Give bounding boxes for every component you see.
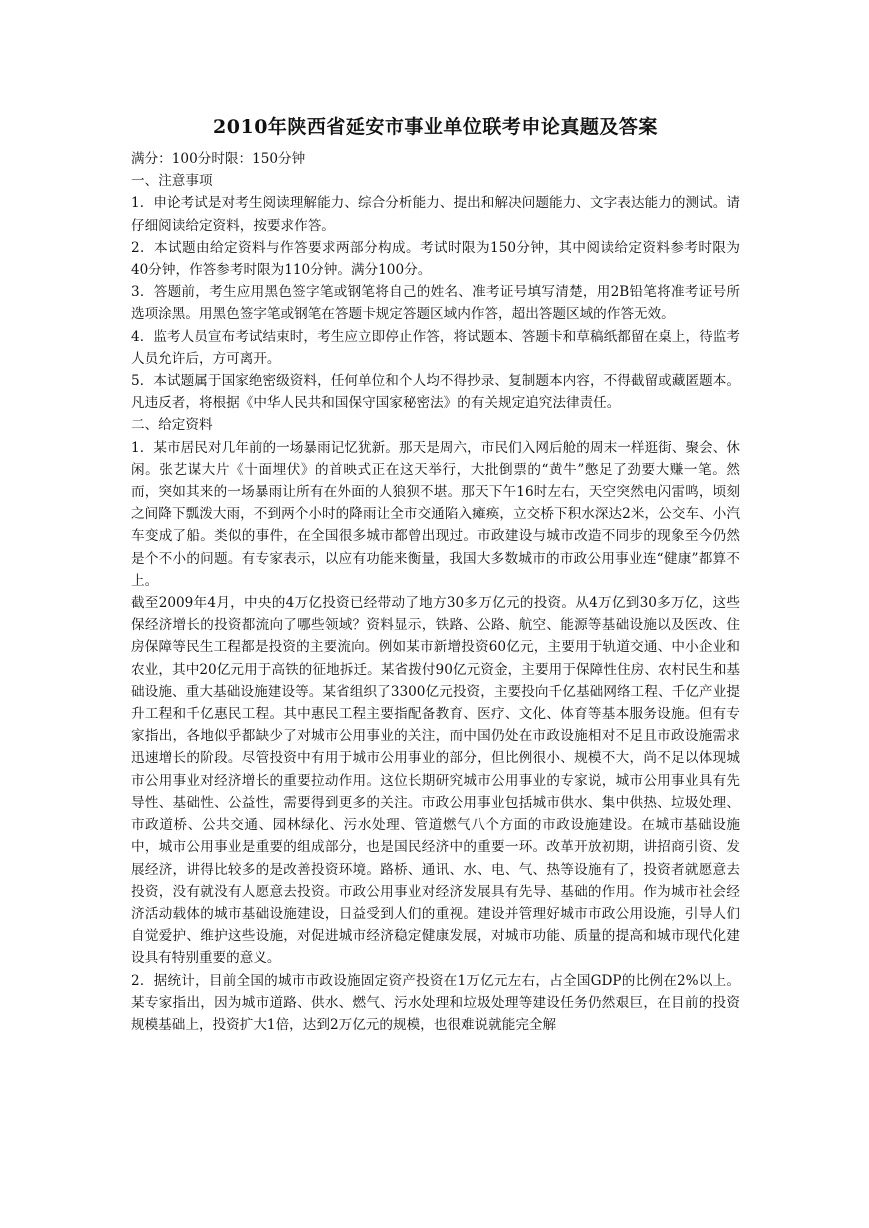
note-item-1: 1．申论考试是对考生阅读理解能力、综合分析能力、提出和解决问题能力、文字表达能力的测试。请仔细阅读给定资料，按要求作答。 [131, 195, 740, 234]
note-item-2: 2．本试题由给定资料与作答要求两部分构成。考试时限为150分钟，其中阅读给定资料参考时限为40分钟，作答参考时限为110分钟。满分100分。 [131, 239, 740, 279]
document-page [131, 112, 740, 1036]
section-heading-notes: 一、注意事项 [131, 173, 213, 190]
note-item-3: 3．答题前，考生应用黑色签字笔或钢笔将自己的姓名、准考证号填写清楚，用2B铅笔将准考证号所选项涂黑。用黑色签字笔或钢笔在答题卡规定答题区域内作答，超出答题区域的作答无效。 [131, 284, 740, 323]
material-paragraph-3: 2．据统计，目前全国的城市市政设施固定资产投资在1万亿元左右，占全国GDP的比例在2%以上。某专家指出，因为城市道路、供水、燃气、污水处理和垃圾处理等建设任务仍然艰巨，在目前的投资规模基础上，投资扩大1倍，达到2万亿元的规模，也很难说就能完全解 [131, 972, 740, 1033]
document-title: 2010年陕西省延安市事业单位联考申论真题及答案 [213, 116, 658, 138]
section-heading-materials: 二、给定资料 [131, 417, 213, 434]
material-paragraph-2: 截至2009年4月，中央的4万亿投资已经带动了地方30多万亿元的投资。从4万亿到30多万亿，这些保经济增长的投资都流向了哪些领域？资料显示，铁路、公路、航空、能源等基础设施以及医改、住房保障等民生工程都是投资的主要流向。例如某市新增投资60亿元，主要用于轨道交通、中小企业和农业，其中20亿元用于高铁的征地拆迁。某省拨付90亿元资金，主要用于保障性住房、农村民生和基础设施、重大基础设施建设等。某省组织了3300亿元投资，主要投向千亿基础网络工程、千亿产业提升工程和千亿惠民工程。其中惠民工程主要指配备教育、医疗、文化、体育等基本服务设施。但有专家指出，各地似乎都缺少了对城市公用事业的关注，而中国仍处在市政设施相对不足且市政设施需求迅速增长的阶段。尽管投资中有用于城市公用事业的部分，但比例很小、规模不大，尚不足以体现城市公用事业对经济增长的重要拉动作用。这位长期研究城市公用事业的专家说，城市公用事业具有先导性、基础性、公益性，需要得到更多的关注。市政公用事业包括城市供水、集中供热、垃圾处理、市政道桥、公共交通、园林绿化、污水处理、管道燃气八个方面的市政设施建设。在城市基础设施中，城市公用事业是重要的组成部分，也是国民经济中的重要一环。改革开放初期，讲招商引资、发展经济，讲得比较多的是改善投资环境。路桥、通讯、水、电、气、热等设施有了，投资者就愿意去投资，没有就没有人愿意去投资。市政公用事业对经济发展具有先导、基础的作用。作为城市社会经济活动载体的城市基础设施建设，日益受到人们的重视。建设并管理好城市市政公用设施，引导人们自觉爱护、维护这些设施，对促进城市经济稳定健康发展，对城市功能、质量的提高和城市现代化建设具有特别重要的意义。 [131, 595, 740, 967]
material-paragraph-1: 1．某市居民对几年前的一场暴雨记忆犹新。那天是周六，市民们入网后舱的周末一样逛街、聚会、休闲。张艺谋大片《十面埋伏》的首映式正在这天举行，大批倒票的“黄牛”憋足了劲要大赚一笔。然而，突如其来的一场暴雨让所有在外面的人狼狈不堪。那天下午16时左右，天空突然电闪雷鸣，顷刻之间降下瓢泼大雨，不到两个小时的降雨让全市交通陷入瘫痪，立交桥下积水深达2米，公交车、小汽车变成了船。类似的事件，在全国很多城市都曾出现过。市政建设与城市改造不同步的现象至今仍然是个不小的问题。有专家表示，以应有功能来衡量，我国大多数城市的市政公用事业连“健康”都算不上。 [131, 439, 740, 589]
note-item-4: 4．监考人员宣布考试结束时，考生应立即停止作答，将试题本、答题卡和草稿纸都留在桌上，待监考人员允许后，方可离开。 [131, 328, 740, 367]
exam-meta: 满分：100分时限：150分钟 [131, 151, 306, 167]
note-item-5: 5．本试题属于国家绝密级资料，任何单位和个人均不得抄录、复制题本内容，不得截留或藏匿题本。凡违反者，将根据《中华人民共和国保守国家秘密法》的有关规定追究法律责任。 [131, 373, 740, 412]
